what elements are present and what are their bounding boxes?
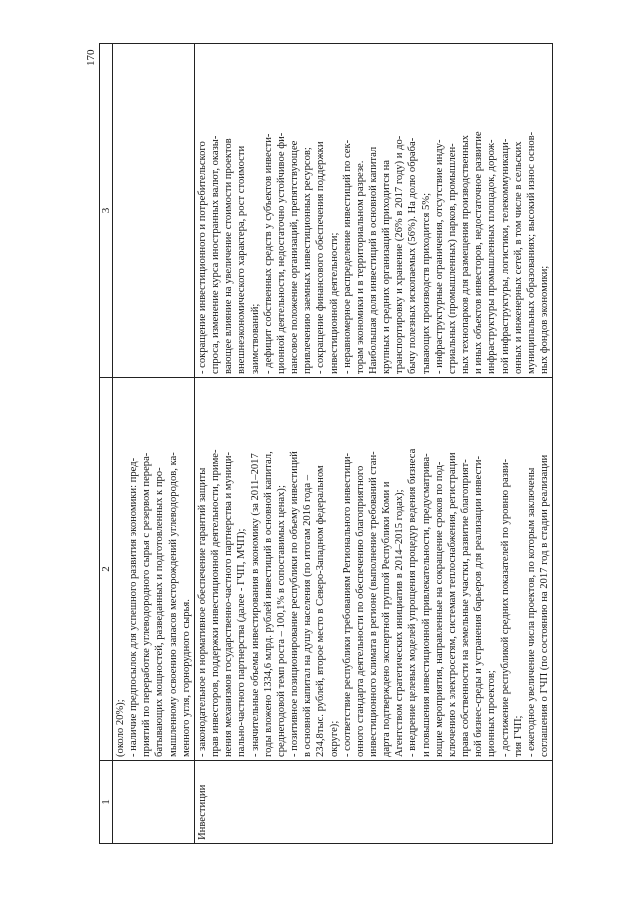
text-line: и повышения инвестиционной привлекательности, предусматрива- bbox=[420, 453, 432, 757]
text-line: нансовое положение организаций, препятствующее bbox=[289, 140, 301, 374]
header-cell-2: 2 bbox=[100, 378, 113, 761]
text-line: ных фондов экономики; bbox=[539, 265, 550, 374]
analysis-table bbox=[99, 43, 553, 844]
row2-category-cell: Инвестиции bbox=[194, 761, 552, 844]
page-number: 170 bbox=[85, 49, 97, 66]
text-line: округе); bbox=[328, 720, 340, 757]
text-line: права собственности на земельные участки, развитие благоприят- bbox=[460, 459, 472, 757]
text-line: онного стандарта деятельности по обеспечению благоприятного bbox=[354, 465, 366, 757]
table-row bbox=[113, 44, 195, 844]
text-line: ционной деятельности, недостаточно устойчивое фи- bbox=[275, 132, 287, 374]
text-line: вающее влияние на увеличение стоимости проектов bbox=[223, 138, 235, 374]
text-line: внешнеэкономического характера, рост стоимости bbox=[236, 145, 248, 374]
text-line: - позитивное позиционирование республики по объему инвестиций bbox=[289, 451, 301, 757]
text-line: батывающих мощностей, разведанных и подготовленных к про- bbox=[154, 467, 166, 757]
row1-weaknesses-cell bbox=[113, 44, 195, 378]
rotated-content bbox=[77, 30, 563, 858]
text-line: - соответствие республики требованиям Регионального инвестици- bbox=[341, 452, 353, 757]
text-line: крупных и средних организаций приходится на bbox=[381, 159, 393, 374]
text-line: транспортировку и хранение (26% в 2017 году) и до- bbox=[394, 135, 406, 374]
text-line: ной бизнес-среды и устранения барьеров для реализации инвести- bbox=[473, 456, 485, 757]
text-line: - сокращение финансового обеспечения поддержки bbox=[315, 141, 327, 374]
text-line: торам экономики и в территориальном разрезе. bbox=[354, 160, 366, 374]
text-line: - законодательное и нормативное обеспечение гарантий защиты bbox=[196, 467, 208, 757]
text-line: приятий по переработке углеводородного сырья с резервом перера- bbox=[141, 452, 153, 757]
text-line: соглашения о ГЧП (по состоянию на 2017 год в стадии реализации bbox=[539, 454, 550, 757]
row2-weaknesses-cell bbox=[194, 44, 552, 378]
row1-category-cell bbox=[113, 761, 195, 844]
text-line: стриальных (промышленных) парков, промышлен- bbox=[446, 143, 458, 374]
text-line: ключению к электросетям, системам теплоснабжения, регистрации bbox=[446, 452, 458, 757]
text-line: спроса, изменение курса иностранных валют, оказы- bbox=[210, 135, 222, 374]
text-line: инвестиционного климата в регионе (выполнение требований стан- bbox=[367, 451, 379, 757]
text-line: бычу полезных ископаемых (56%). На долю обраба- bbox=[407, 137, 419, 374]
text-line: дарта подтверждено экспертной группой Республики Коми и bbox=[381, 481, 393, 757]
text-line: и иных объектов инвесторов, недостаточное развитие bbox=[473, 131, 485, 374]
text-line: - инфраструктурные ограничения, отсутствие инду- bbox=[433, 139, 445, 374]
text-line: - наличие предпосылок для успешного развития экономики: пред- bbox=[128, 457, 140, 757]
text-line: ционных проектов; bbox=[486, 670, 498, 757]
text-line: инвестиционной деятельности; bbox=[328, 232, 340, 374]
text-line: - достижение республикой средних показателей по уровню разви- bbox=[499, 458, 511, 757]
row2-strengths-cell bbox=[194, 378, 552, 761]
text-line: - значительные объемы инвестирования в экономику (за 2011–2017 bbox=[249, 453, 261, 757]
text-line: заимствований; bbox=[249, 303, 261, 374]
text-line: 234,8тыс. рублей, второе место в Северо-Западном федеральном bbox=[315, 465, 327, 757]
text-line: инфраструктуры промышленных площадок, дорож- bbox=[486, 139, 498, 374]
text-line: Агентством стратегических инициатив в 2014–2015 годах); bbox=[394, 489, 406, 757]
text-line: - ежегодное увеличение числа проектов, по которым заключены bbox=[525, 467, 537, 757]
text-line: онных и инженерных сетей, в том числе в сельских bbox=[512, 141, 524, 374]
text-line: ющие мероприятия, направленные на сокращение сроков по под- bbox=[433, 461, 445, 757]
text-line: - неравномерное распределение инвестиций по сек- bbox=[341, 139, 353, 374]
text-line: муниципальных образованиях; высокий износ основ- bbox=[525, 131, 537, 374]
text-line: годы вложено 1334,6 млрд. рублей инвестиций в основной капитал, bbox=[262, 451, 274, 757]
text-line: тия ГЧП; bbox=[512, 715, 524, 757]
table-row bbox=[194, 44, 552, 844]
header-row bbox=[100, 44, 113, 844]
text-line: нения механизмов государственно-частного партнерства и муници- bbox=[223, 452, 235, 757]
text-line: пально-частного партнерства (далее - ГЧП, МЧП); bbox=[236, 528, 248, 757]
text-line: среднегодовой темп роста – 100,1% в сопоставимых ценах); bbox=[275, 485, 287, 757]
text-line: прав инвесторов, поддержки инвестиционной деятельности, приме- bbox=[210, 449, 222, 757]
text-line: Наибольшая доля инвестиций в основной капитал bbox=[367, 146, 379, 374]
text-line: - дефицит собственных средств у субъектов инвести- bbox=[262, 133, 274, 374]
text-line: мышленному освоению запасов месторождений углеводородов, ка- bbox=[167, 452, 179, 757]
header-cell-1: 1 bbox=[100, 761, 113, 844]
text-line: - сокращение инвестиционного и потребительского bbox=[196, 141, 208, 374]
text-line: - внедрение целевых моделей упрощения процедур ведения бизнеса bbox=[407, 448, 419, 757]
text-line: ных технопарков для размещения производственных bbox=[460, 135, 472, 374]
header-cell-3: 3 bbox=[100, 44, 113, 378]
text-line: менного угля, горнорудного сырья. bbox=[180, 599, 192, 757]
text-line: тывающих производств приходится 5%; bbox=[420, 192, 432, 374]
text-line: ной инфраструктуры, логистики, телекоммуникаци- bbox=[499, 138, 511, 374]
row1-strengths-cell bbox=[113, 378, 195, 761]
text-line: в основной капитал на душу населения (по итогам 2016 года – bbox=[302, 474, 314, 757]
text-line: привлечению заемных инвестиционных ресурсов; bbox=[302, 147, 314, 374]
text-line: (около 20%); bbox=[115, 699, 126, 757]
